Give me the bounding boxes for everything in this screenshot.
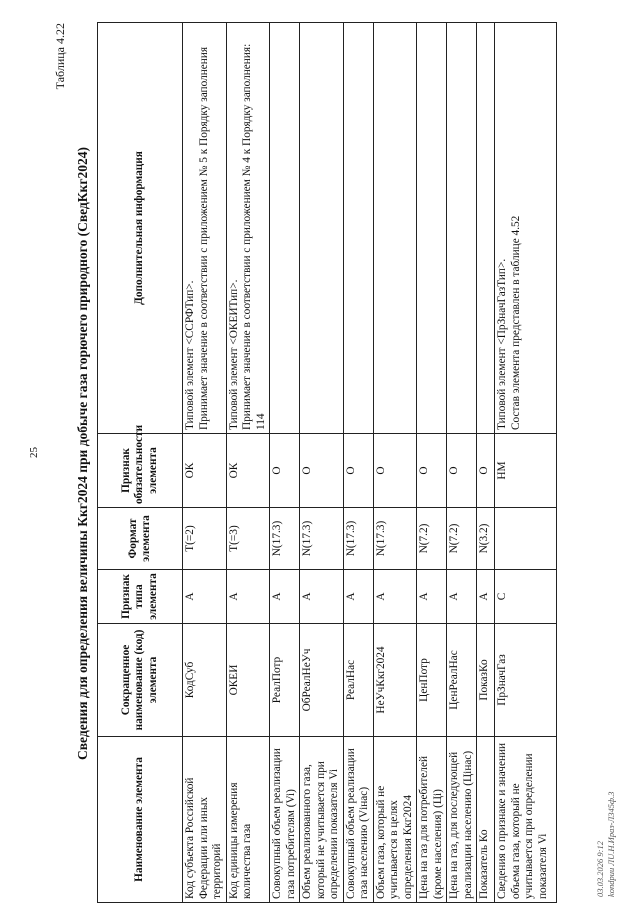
cell-code: ПрЗначГаз <box>495 624 557 737</box>
page-title: Сведения для определения величины Ккг2024 при добыче газа горючего природного (СведКкг2024) <box>75 147 90 760</box>
cell-format: N(7.2) <box>447 508 477 570</box>
stamp-line: kondpuu ЛU.Н.Ираз-Л345ф.3 <box>606 791 616 897</box>
table-row <box>495 23 557 903</box>
cell-req: ОК <box>183 434 227 508</box>
column-header: Признак обязательности элемента <box>98 434 183 508</box>
table-row <box>417 23 447 903</box>
cell-info: Типовой элемент <ОКЕИТип>. Принимает значение в соответствии с приложением № 4 к Порядку заполнения: 114 <box>226 23 270 434</box>
cell-type: А <box>477 570 495 624</box>
cell-req: О <box>417 434 447 508</box>
cell-info: Типовой элемент <ПрЗначГазТип>. Состав элемента представлен в таблице 4.52 <box>495 23 557 434</box>
cell-info <box>417 23 447 434</box>
cell-code: ЦенРеалНас <box>447 624 477 737</box>
cell-code: ОКЕИ <box>226 624 270 737</box>
cell-req: О <box>270 434 300 508</box>
cell-req: О <box>343 434 373 508</box>
cell-type: А <box>417 570 447 624</box>
cell-name: Цена на газ для потребителей (кроме населения) (Цi) <box>417 737 447 903</box>
stamp-line: 03.03.2026 9:12 <box>595 841 605 897</box>
cell-type: А <box>373 570 417 624</box>
cell-name: Код единицы измерения количества газа <box>226 737 270 903</box>
cell-name: Показатель Ко <box>477 737 495 903</box>
cell-format: N(3.2) <box>477 508 495 570</box>
column-header: Признак типа элемента <box>98 570 183 624</box>
cell-format <box>495 508 557 570</box>
column-header: Наименование элемента <box>98 737 183 903</box>
cell-format: T(=3) <box>226 508 270 570</box>
cell-name: Совокупный объем реализации газа потребителям (Vi) <box>270 737 300 903</box>
print-stamp <box>595 792 617 897</box>
cell-name: Объем реализованного газа, который не учитывается при определении показателя Vi <box>300 737 344 903</box>
cell-req: О <box>477 434 495 508</box>
table-row <box>343 23 373 903</box>
column-header: Сокращенное наименование (код) элемента <box>98 624 183 737</box>
cell-code: РеалНас <box>343 624 373 737</box>
table-row <box>270 23 300 903</box>
cell-req: НМ <box>495 434 557 508</box>
cell-name: Код субъекта Российской Федерации или иных территорий <box>183 737 227 903</box>
cell-type: С <box>495 570 557 624</box>
cell-name: Совокупный объем реализации газа населению (Vінас) <box>343 737 373 903</box>
page-number: 25 <box>28 447 40 458</box>
cell-type: А <box>447 570 477 624</box>
cell-name: Сведения о признаке и значении объема газа, который не учитывается при определении показателя Vi <box>495 737 557 903</box>
cell-info <box>373 23 417 434</box>
table-row <box>226 23 270 903</box>
table-row <box>183 23 227 903</box>
cell-info <box>447 23 477 434</box>
cell-info <box>343 23 373 434</box>
table-label: Таблица 4.22 <box>53 23 67 90</box>
cell-name: Объем газа, который не учитывается в целях определения Ккг2024 <box>373 737 417 903</box>
cell-req: О <box>373 434 417 508</box>
cell-code: РеалПотр <box>270 624 300 737</box>
cell-req: ОК <box>226 434 270 508</box>
table-row <box>477 23 495 903</box>
cell-code: НеУчКкг2024 <box>373 624 417 737</box>
cell-type: А <box>226 570 270 624</box>
table-row <box>300 23 344 903</box>
cell-format: N(17.3) <box>300 508 344 570</box>
table-row <box>447 23 477 903</box>
cell-req: О <box>447 434 477 508</box>
cell-type: А <box>183 570 227 624</box>
table-header-row <box>98 23 183 903</box>
cell-info: Типовой элемент <ССРФТип>. Принимает значение в соответствии с приложением № 5 к Порядку заполнения <box>183 23 227 434</box>
cell-format: N(17.3) <box>373 508 417 570</box>
cell-code: КодСуб <box>183 624 227 737</box>
cell-info <box>300 23 344 434</box>
cell-type: А <box>343 570 373 624</box>
cell-code: ОбРеалНеУч <box>300 624 344 737</box>
cell-format: N(7.2) <box>417 508 447 570</box>
table-body <box>183 23 557 903</box>
column-header: Формат элемента <box>98 508 183 570</box>
cell-info <box>477 23 495 434</box>
cell-format: T(=2) <box>183 508 227 570</box>
cell-name: Цена на газ, для последующей реализации населению (Цiнас) <box>447 737 477 903</box>
cell-code: ЦенПотр <box>417 624 447 737</box>
column-header: Дополнительная информация <box>98 23 183 434</box>
cell-code: ПоказКо <box>477 624 495 737</box>
table-row <box>373 23 417 903</box>
cell-format: N(17.3) <box>270 508 300 570</box>
cell-format: N(17.3) <box>343 508 373 570</box>
elements-table <box>97 22 557 903</box>
cell-type: А <box>270 570 300 624</box>
cell-info <box>270 23 300 434</box>
cell-req: О <box>300 434 344 508</box>
cell-type: А <box>300 570 344 624</box>
